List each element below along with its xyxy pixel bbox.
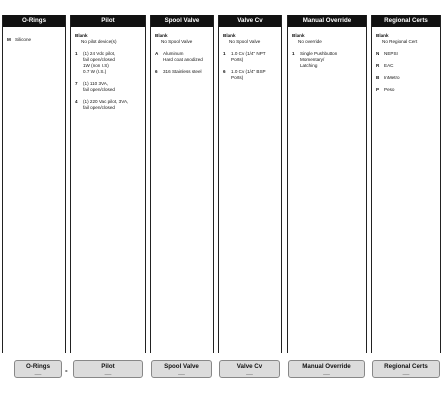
column-header: Manual Override (288, 15, 366, 27)
column-body (151, 27, 213, 75)
footer-box-label: Valve Cv (236, 363, 263, 370)
option-code: 7 (75, 81, 78, 86)
blank-label: Blank (75, 33, 88, 38)
option-row (223, 69, 277, 81)
blank-label: Blank (292, 33, 305, 38)
option-text: 316 Stainless steel (163, 69, 202, 74)
footer-box-manual-override (288, 360, 365, 378)
option-text: Silicone (15, 37, 32, 42)
option-text: NEPSI (384, 51, 398, 56)
footer-box-value: __ (402, 370, 410, 376)
option-code: N (376, 51, 380, 56)
option-row (155, 69, 209, 75)
footer-separator: - (65, 366, 68, 375)
option-code: 1 (292, 51, 295, 56)
column-body (219, 27, 281, 81)
footer-box-value: __ (178, 370, 185, 376)
blank-option (292, 33, 362, 45)
footer-box-label: Spool Valve (164, 363, 199, 370)
option-code: A (155, 51, 159, 56)
blank-option (376, 33, 436, 45)
option-text: Peso (384, 87, 395, 92)
option-code: R (376, 63, 380, 68)
blank-label: Blank (155, 33, 168, 38)
option-text: InMetro (384, 75, 400, 80)
option-code: 4 (75, 99, 78, 104)
option-row (376, 75, 436, 81)
blank-label: Blank (223, 33, 236, 38)
column-regional-certs (371, 15, 441, 353)
blank-option (223, 33, 277, 45)
column-header: Regional Certs (372, 15, 440, 27)
option-row (75, 81, 141, 93)
column-header: Spool Valve (151, 15, 213, 27)
column-header: Pilot (71, 15, 145, 27)
column-body (71, 27, 145, 111)
option-code: 6 (223, 69, 226, 74)
option-text: Single Pushbutton Momentary/ Latching (300, 51, 338, 68)
footer-box-o-rings (14, 360, 62, 378)
column-pilot (70, 15, 146, 353)
column-o-rings (2, 15, 66, 353)
option-text: Aluminum Hard coat anodized (163, 51, 203, 62)
blank-description: No override (298, 39, 322, 44)
blank-option (75, 33, 141, 45)
column-body (372, 27, 440, 93)
footer-box-pilot (73, 360, 143, 378)
option-code: M (7, 37, 11, 42)
option-row (75, 51, 141, 75)
option-row (7, 37, 61, 43)
option-text: (1) 220 Vac pilot, 3VA, fail open/closed (83, 99, 129, 110)
footer-box-label: O-Rings (25, 363, 51, 370)
option-row (223, 51, 277, 63)
option-row (155, 51, 209, 63)
column-header: O-Rings (3, 15, 65, 27)
option-code: B (376, 75, 380, 80)
option-row (376, 51, 436, 57)
option-code: P (376, 87, 380, 92)
footer-box-label: Pilot (101, 363, 115, 370)
option-row (376, 87, 436, 93)
column-header: Valve Cv (219, 15, 281, 27)
blank-description: No Spool Valve (161, 39, 193, 44)
blank-description: No Spool Valve (229, 39, 261, 44)
blank-option (155, 33, 209, 45)
option-text: (1) 110 3VA, fail open/closed (83, 81, 115, 92)
column-valve-cv (218, 15, 282, 353)
blank-description: No pilot device(s) (81, 39, 117, 44)
footer-box-spool-valve (151, 360, 212, 378)
footer-box-value: __ (104, 370, 112, 376)
option-text: (1) 24 Vdc pilot, fail open/closed 1W (non I.S) 0.7 W (I.S.) (83, 51, 116, 74)
footer-box-regional-certs (372, 360, 440, 378)
footer-box-value: __ (246, 370, 253, 376)
option-row (75, 99, 141, 111)
option-text: 1.0 Cv (1/4" BSP Ports) (231, 69, 266, 80)
option-row (292, 51, 362, 69)
column-spool-valve (150, 15, 214, 353)
option-code: 1 (223, 51, 226, 56)
footer-box-label: Regional Certs (384, 363, 428, 370)
footer-box-valve-cv (219, 360, 280, 378)
column-body (3, 27, 65, 43)
option-text: EAC (384, 63, 394, 68)
column-body (288, 27, 366, 69)
blank-label: Blank (376, 33, 389, 38)
footer-box-value: __ (34, 370, 42, 376)
option-row (376, 63, 436, 69)
blank-description: No Regional Cert (382, 39, 418, 44)
footer-box-value: __ (323, 370, 330, 376)
option-code: 1 (75, 51, 78, 56)
option-code: 6 (155, 69, 158, 74)
option-text: 1.0 Cv (1/4" NPT Ports) (231, 51, 266, 62)
column-manual-override (287, 15, 367, 353)
footer-box-label: Manual Override (302, 363, 351, 370)
